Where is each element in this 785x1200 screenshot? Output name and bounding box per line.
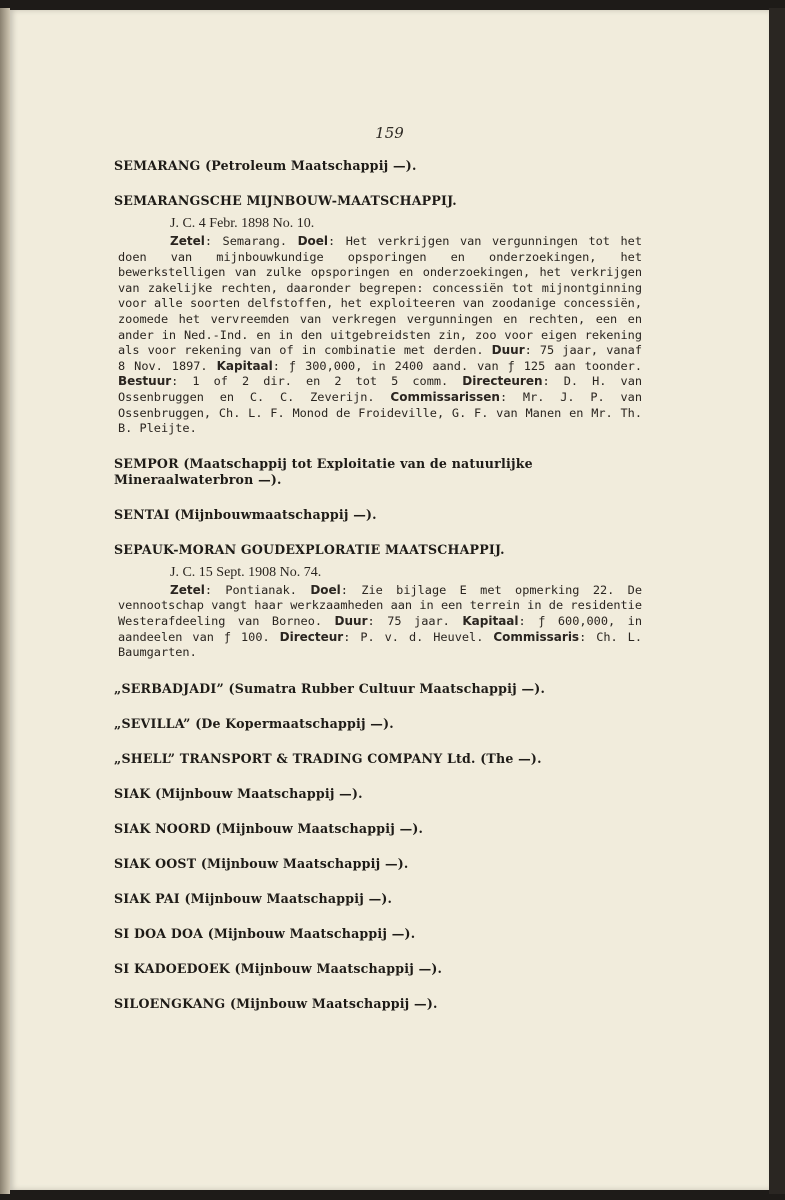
entry-suffix: (Mijnbouw Maatschappij —). xyxy=(200,855,409,871)
label-kapitaal: Kapitaal xyxy=(216,358,273,373)
value-bestuur: : 1 of 2 dir. en 2 tot 5 comm. xyxy=(171,374,463,389)
entry-serbadjadi xyxy=(114,681,642,697)
value-doel: : Zie bijlage E met opmerking 22. De vennootschap vangt haar werkzaamheden aan in een terrein in de residentie Westerafdeeling van Borneo. xyxy=(118,582,642,628)
label-kapitaal: Kapitaal xyxy=(462,613,519,628)
entry-si-kadoedoek xyxy=(114,961,642,977)
entry-title: SIAK NOORD xyxy=(114,820,211,836)
label-bestuur: Bestuur xyxy=(118,374,172,389)
entry-shell xyxy=(114,751,642,767)
label-commissaris: Commissaris xyxy=(493,629,580,644)
entry-title: SIAK OOST xyxy=(114,855,197,871)
value-doel: : Het verkrijgen van vergunningen tot het doen van mijnbouwkundige opsporingen en onderzoekingen, het bewerkstelligen van zulke opsporingen en onderzoekingen, het verkrijgen van zakelijke rechten, daaronder begrepen: concessiën tot mijnontginning voor alle soorten delfstoffen, het exploiteeren van zoodanige concessiën, zoomede het vervreemden van verkregen vergunningen en rechten, een en ander in Ned.-Ind. en in den uitgebreidsten zin, zoo voor eigen rekening als voor rekening van of in combinatie met derden. xyxy=(118,234,643,358)
entry-suffix: (Mijnbouw Maatschappij —). xyxy=(207,925,416,941)
entry-title: SI KADOEDOEK xyxy=(114,960,230,976)
entry-sevilla xyxy=(114,716,642,732)
entry-suffix: (Mijnbouw Maatschappij —). xyxy=(184,890,393,906)
entry-title: SEMARANGSCHE MIJNBOUW-MAATSCHAPPIJ. xyxy=(114,193,457,208)
entry-suffix: (Mijnbouw Maatschappij —). xyxy=(229,995,438,1011)
entry-title: SI DOA DOA xyxy=(114,925,204,941)
value-commissarissen: : Mr. J. P. van Ossenbruggen, Ch. L. F. Monod de Froideville, G. F. van Manen en Mr. Th. B. Pleijte. xyxy=(118,389,642,436)
entry-body xyxy=(118,583,642,661)
entry-title: „SHELL” TRANSPORT & TRADING COMPANY Ltd. xyxy=(114,750,476,766)
entry-suffix: (Mijnbouw Maatschappij —). xyxy=(234,960,443,976)
value-kapitaal: : ƒ 600,000, in aandeelen van ƒ 100. xyxy=(118,613,642,644)
entry-title: SENTAI xyxy=(114,506,170,522)
entry-reference: J. C. 15 Sept. 1908 No. 74. xyxy=(170,564,322,580)
label-doel: Doel xyxy=(297,234,329,248)
label-directeuren: Directeuren xyxy=(462,374,543,389)
entry-title: SIAK xyxy=(114,785,151,801)
entry-title: SEMARANG xyxy=(114,158,201,173)
label-duur: Duur xyxy=(491,343,525,358)
value-zetel: : Semarang. xyxy=(204,234,298,248)
entry-suffix: (Petroleum Maatschappij —). xyxy=(205,158,417,173)
entry-title: SIAK PAI xyxy=(114,890,180,906)
entry-title: SEMPOR xyxy=(114,455,179,471)
entry-suffix: (Maatschappij tot Exploitatie van de natuurlijke Mineraalwaterbron —). xyxy=(114,455,533,487)
value-directeur: : P. v. d. Heuvel. xyxy=(343,629,494,644)
entry-semarang xyxy=(114,158,642,174)
book-right-edge xyxy=(769,8,785,1194)
entry-siak-noord xyxy=(114,821,642,837)
entry-body xyxy=(118,234,642,437)
entry-suffix: (De Kopermaatschappij —). xyxy=(195,715,394,731)
entry-suffix: (Mijnbouw Maatschappij —). xyxy=(215,820,424,836)
entry-suffix: (Mijnbouw Maatschappij —). xyxy=(155,785,363,801)
value-kapitaal: : ƒ 300,000, in 2400 aand. van ƒ 125 aan toonder. xyxy=(272,358,642,373)
value-duur: : 75 jaar. xyxy=(367,613,463,628)
label-zetel: Zetel xyxy=(170,582,205,597)
page-left-edge xyxy=(0,8,10,1194)
label-directeur: Directeur xyxy=(279,629,344,644)
entry-siak-pai xyxy=(114,891,642,907)
entry-semarangsche xyxy=(114,193,642,437)
entry-sepauk-moran xyxy=(114,542,642,661)
entry-title: SILOENGKANG xyxy=(114,995,226,1011)
page-number: 159 xyxy=(375,124,404,142)
entry-title: SEPAUK-MORAN GOUDEXPLORATIE MAATSCHAPPIJ. xyxy=(114,541,505,557)
entry-siak-oost xyxy=(114,856,642,872)
label-duur: Duur xyxy=(334,613,368,628)
entry-suffix: (Mijnbouwmaatschappij —). xyxy=(174,506,377,522)
entry-reference: J. C. 4 Febr. 1898 No. 10. xyxy=(170,216,315,231)
entry-siloengkang xyxy=(114,996,642,1012)
value-commissaris: : Ch. L. Baumgarten. xyxy=(118,629,642,660)
value-duur: : 75 jaar, vanaf 8 Nov. 1897. xyxy=(118,343,642,373)
entry-sentai xyxy=(114,507,642,523)
book-page xyxy=(10,10,769,1190)
label-commissarissen: Commissarissen xyxy=(390,389,500,404)
entry-title: „SEVILLA” xyxy=(114,715,191,731)
value-directeuren: : D. H. van Ossenbruggen en C. C. Zeverijn. xyxy=(118,374,643,404)
entry-sempor xyxy=(114,456,642,488)
entry-suffix: (Sumatra Rubber Cultuur Maatschappij —). xyxy=(228,680,546,696)
entry-si-doa-doa xyxy=(114,926,642,942)
label-zetel: Zetel xyxy=(170,234,205,248)
label-doel: Doel xyxy=(310,582,341,597)
entry-title: „SERBADJADI” xyxy=(114,680,224,696)
page-content xyxy=(114,158,642,1012)
value-zetel: : Pontianak. xyxy=(204,582,311,597)
entry-siak xyxy=(114,786,642,802)
entry-suffix: (The —). xyxy=(480,750,542,766)
